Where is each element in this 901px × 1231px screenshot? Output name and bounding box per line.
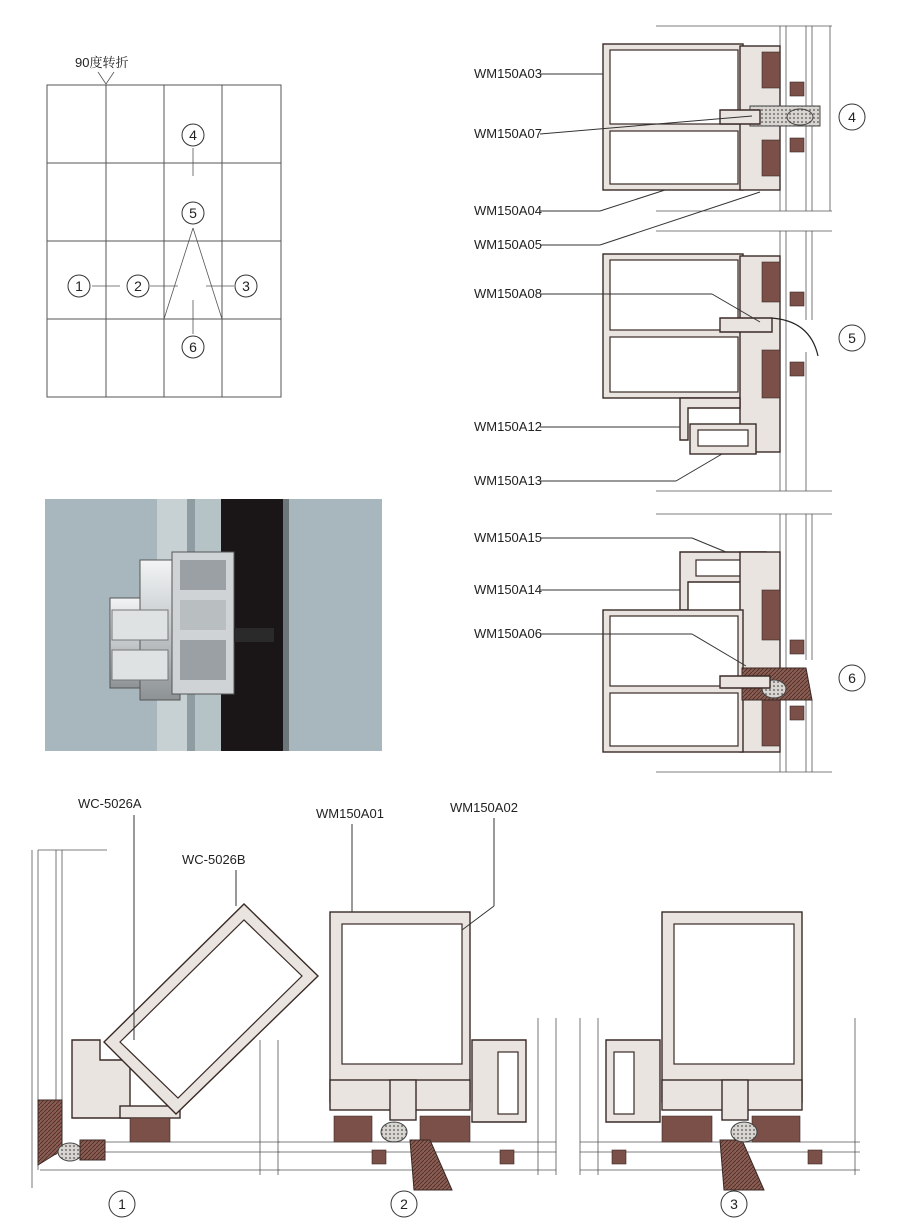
plan-section-3 <box>580 912 860 1217</box>
svg-text:4: 4 <box>848 109 856 125</box>
label-wm150a03: WM150A03 <box>474 66 542 81</box>
svg-text:2: 2 <box>400 1196 408 1212</box>
plan-marker-3 <box>721 1191 747 1217</box>
marker-2 <box>127 275 149 297</box>
section-marker-4 <box>839 104 865 130</box>
marker-4 <box>182 124 204 146</box>
label-wm150a14: WM150A14 <box>474 582 542 597</box>
svg-text:1: 1 <box>118 1196 126 1212</box>
section-4-detail <box>474 26 865 252</box>
marker-6 <box>182 336 204 358</box>
label-wm150a13: WM150A13 <box>474 473 542 488</box>
svg-text:5: 5 <box>189 205 197 221</box>
title-leader <box>98 72 114 84</box>
marker-5 <box>182 202 204 224</box>
elevation-grid <box>47 55 281 397</box>
section-marker-6 <box>839 665 865 691</box>
plan-marker-2 <box>391 1191 417 1217</box>
label-wm150a02: WM150A02 <box>450 800 518 815</box>
label-wm150a01: WM150A01 <box>316 806 384 821</box>
marker-1 <box>68 275 90 297</box>
label-wm150a15: WM150A15 <box>474 530 542 545</box>
marker-3 <box>235 275 257 297</box>
label-wc5026a: WC-5026A <box>78 796 142 811</box>
label-wm150a12: WM150A12 <box>474 419 542 434</box>
plan-section-2 <box>278 800 556 1217</box>
svg-text:2: 2 <box>134 278 142 294</box>
label-wm150a08: WM150A08 <box>474 286 542 301</box>
svg-text:3: 3 <box>242 278 250 294</box>
label-wc5026b: WC-5026B <box>182 852 246 867</box>
label-wm150a05: WM150A05 <box>474 237 542 252</box>
profile-render-photo <box>45 499 382 751</box>
svg-text:4: 4 <box>189 127 197 143</box>
label-wm150a07: WM150A07 <box>474 126 542 141</box>
elevation-title: 90度转折 <box>75 55 129 70</box>
label-wm150a04: WM150A04 <box>474 203 542 218</box>
plan-marker-1 <box>109 1191 135 1217</box>
svg-text:3: 3 <box>730 1196 738 1212</box>
label-wm150a06: WM150A06 <box>474 626 542 641</box>
svg-text:1: 1 <box>75 278 83 294</box>
svg-text:6: 6 <box>189 339 197 355</box>
svg-text:5: 5 <box>848 330 856 346</box>
section-6-detail <box>474 514 865 772</box>
section-5-detail <box>474 231 865 491</box>
section-marker-5 <box>839 325 865 351</box>
svg-text:6: 6 <box>848 670 856 686</box>
plan-section-1 <box>32 796 318 1217</box>
